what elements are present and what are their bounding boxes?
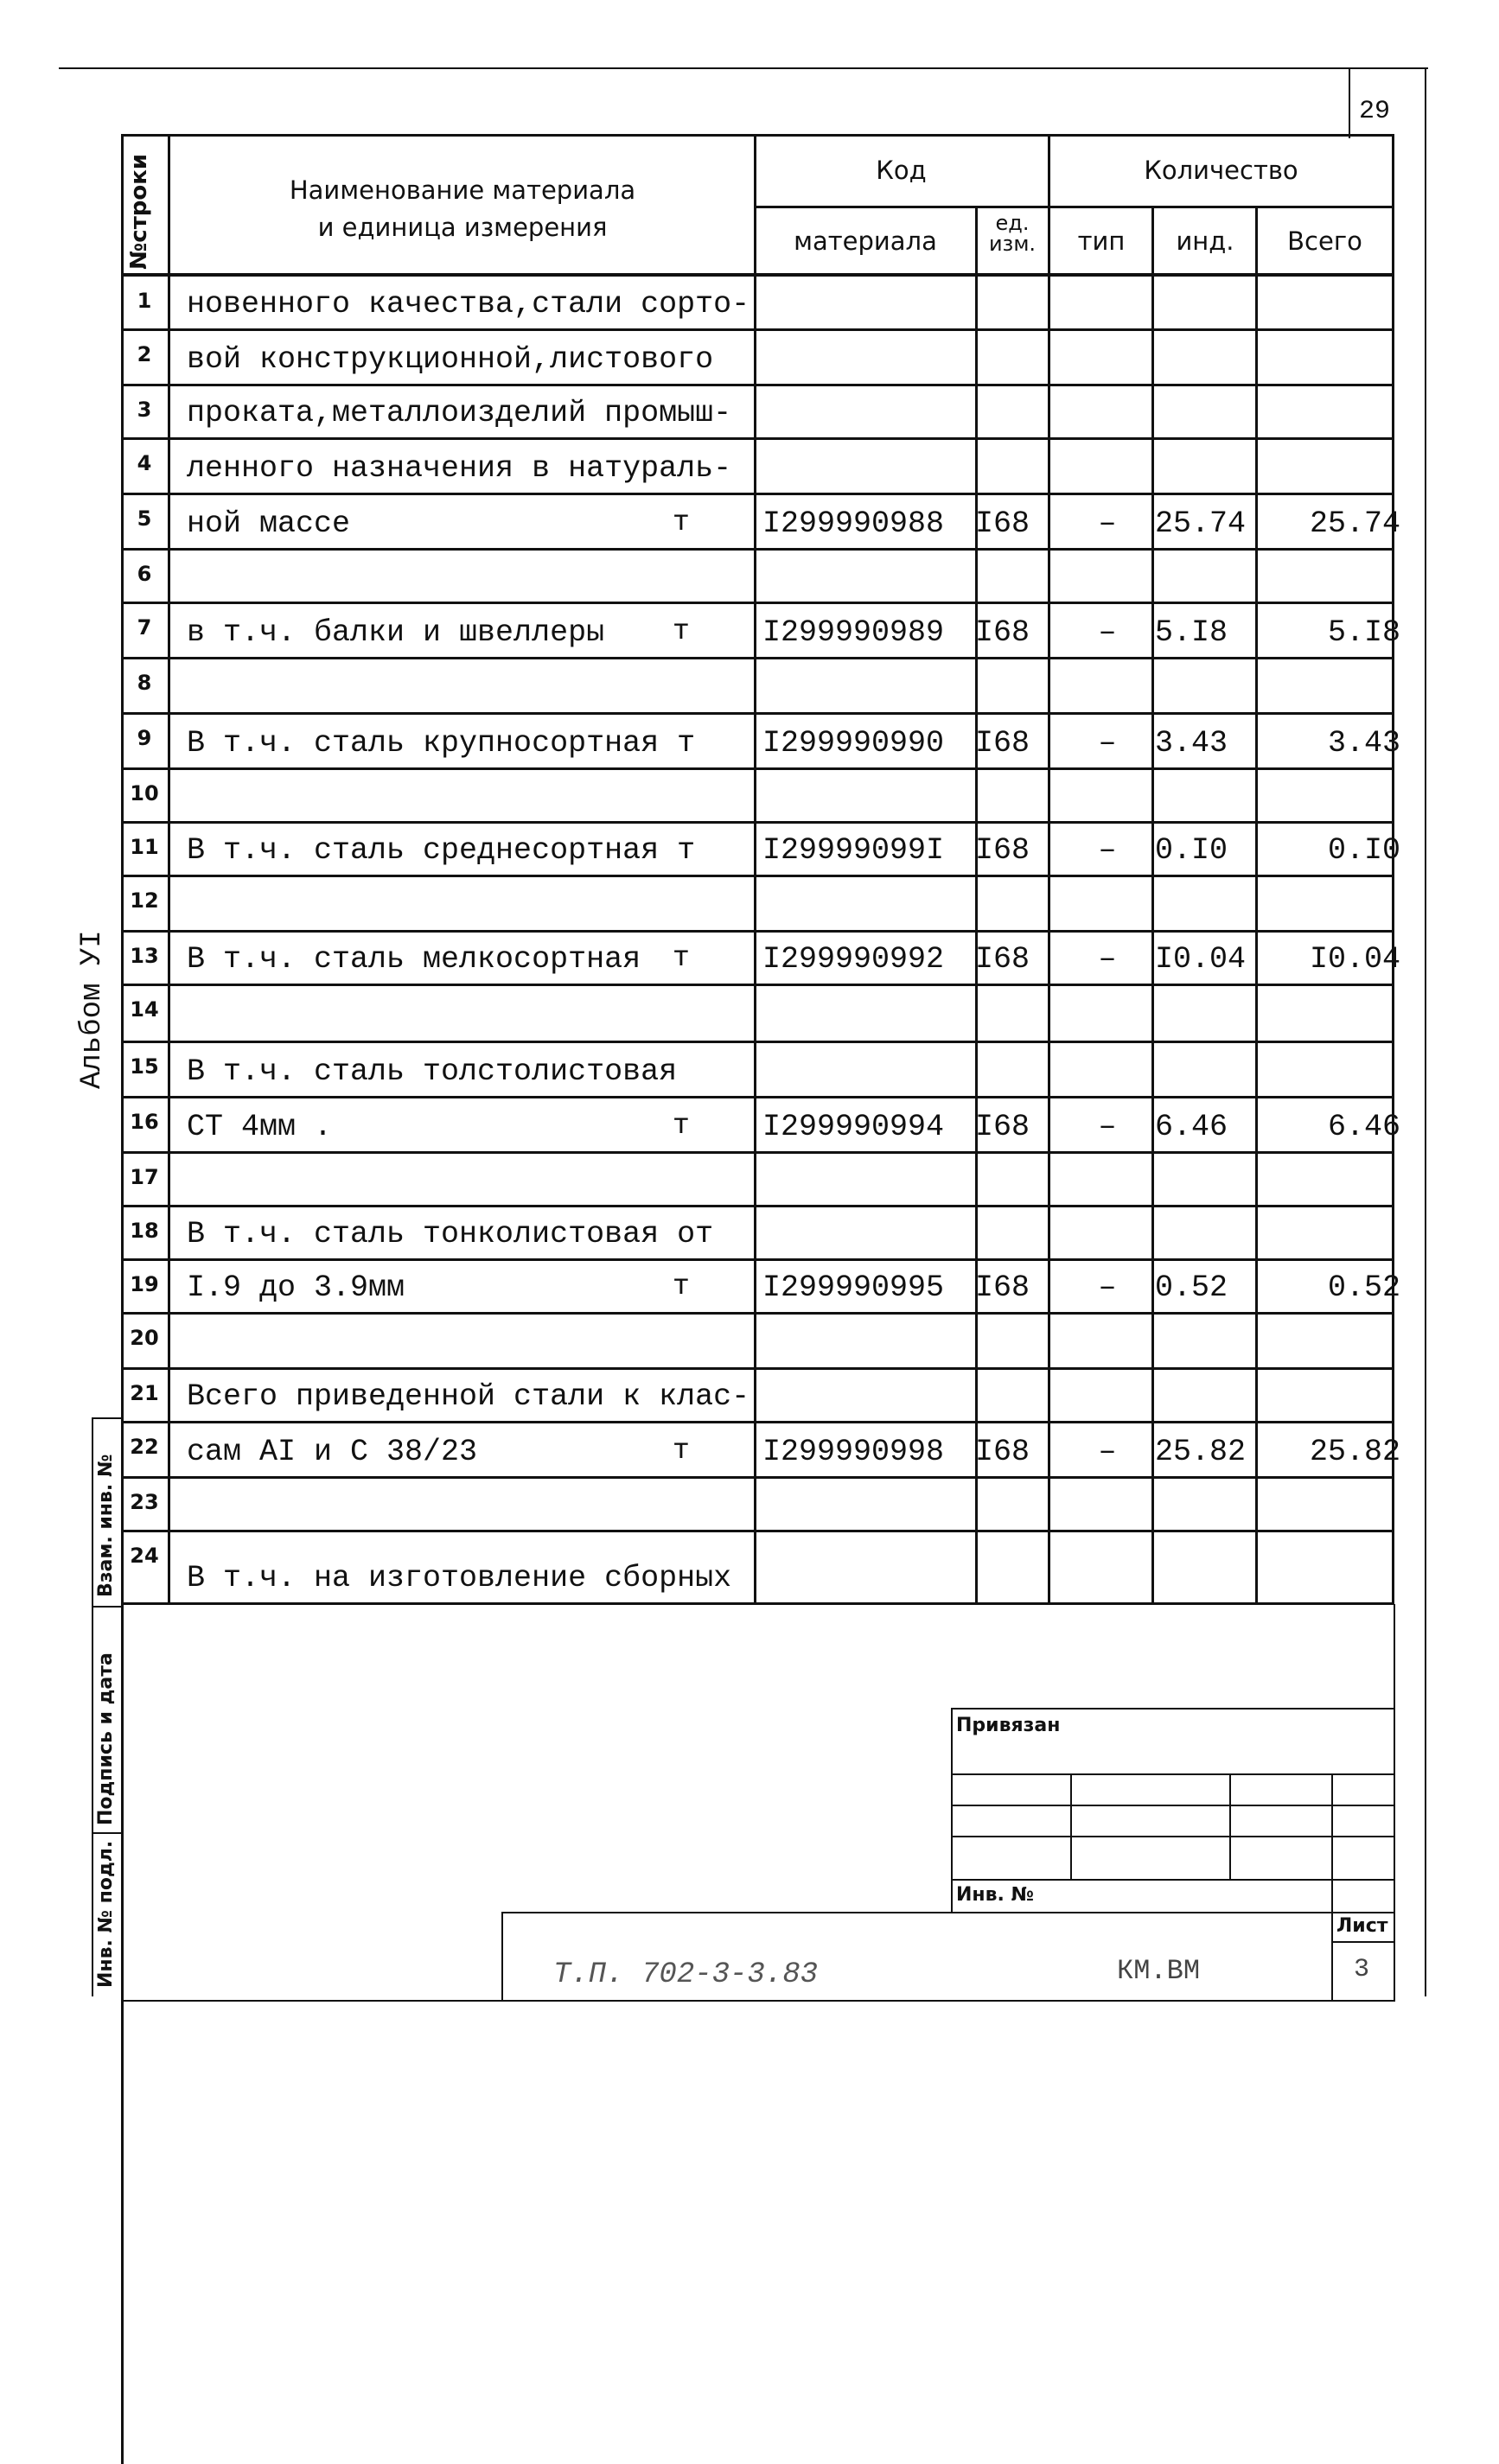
- inv-no-label: Инв. №: [956, 1884, 1035, 1906]
- inv-podl-label: Инв. № подл.: [95, 1840, 117, 1988]
- unit-code: I68: [975, 833, 1030, 868]
- row-line: [121, 1530, 1394, 1532]
- row-number: 15: [130, 1054, 159, 1079]
- qty-ind-header: инд.: [1176, 226, 1234, 256]
- material-code: I299990994: [762, 1110, 945, 1144]
- row-line: [121, 1258, 1394, 1261]
- material-name: В т.ч. на изготовление сборных: [187, 1561, 732, 1595]
- row-number: 1: [137, 289, 152, 313]
- qty-total: I0.04: [1309, 942, 1400, 977]
- unit-code: I68: [975, 1435, 1030, 1469]
- margin-sep-1: [92, 1417, 121, 1419]
- row-number: 23: [130, 1490, 159, 1514]
- qty-type: –: [1098, 1435, 1117, 1469]
- row-line: [121, 1096, 1394, 1098]
- ind-col-line: [1255, 207, 1258, 1604]
- unit-label: т: [673, 506, 690, 538]
- unit-code: I68: [975, 726, 1030, 761]
- row-line: [121, 1602, 1394, 1605]
- row-number: 6: [137, 562, 152, 586]
- material-name: В т.ч. сталь толстолистовая: [187, 1054, 678, 1089]
- title-block-top: [501, 1912, 1395, 1913]
- qty-total-header: Всего: [1287, 226, 1362, 256]
- name-col-line: [754, 134, 756, 1604]
- row-number: 5: [137, 506, 152, 531]
- qty-type: –: [1098, 1270, 1117, 1305]
- list-value: 3: [1354, 1955, 1370, 1984]
- row-number: 20: [130, 1326, 159, 1350]
- material-code: I299990990: [762, 726, 945, 761]
- qty-total: 6.46: [1327, 1110, 1400, 1144]
- row-number: 12: [130, 888, 159, 913]
- page-number: 29: [1359, 97, 1391, 126]
- code-unit-header: ед. изм.: [988, 211, 1037, 256]
- row-line: [121, 657, 1394, 659]
- material-name: проката,металлоизделий промыш-: [187, 396, 732, 430]
- material-code: I299990998: [762, 1435, 945, 1469]
- material-name: вой конструкционной,листового: [187, 342, 714, 377]
- sheet-right-edge: [1425, 69, 1426, 1996]
- row-number: 18: [130, 1219, 159, 1243]
- stamp-col-2: [1229, 1773, 1231, 1879]
- header-mid-line: [754, 206, 1394, 208]
- vzam-inv-label: Взам. инв. №: [95, 1454, 117, 1597]
- qty-ind: I0.04: [1155, 942, 1247, 977]
- unit-label: т: [673, 1110, 690, 1142]
- rownum-header: №строки: [126, 153, 152, 270]
- qty-total: 0.I0: [1327, 833, 1400, 868]
- top-border: [59, 67, 1428, 69]
- podpis-data-label: Подпись и дата: [95, 1652, 117, 1825]
- unit-label: т: [673, 942, 690, 974]
- row-line: [121, 493, 1394, 495]
- doc-mark: КМ.ВМ: [1117, 1955, 1201, 1987]
- qty-type: –: [1098, 615, 1117, 650]
- rownum-col-line: [168, 134, 170, 1604]
- material-name: В т.ч. сталь крупносортная т: [187, 726, 696, 761]
- qty-total: 5.I8: [1327, 615, 1400, 650]
- doc-code: Т.П. 702-3-3.83: [553, 1958, 819, 1991]
- code-col-line: [975, 207, 978, 1604]
- typ-col-line: [1151, 207, 1154, 1604]
- title-block-left: [501, 1912, 503, 2002]
- qty-type: –: [1098, 506, 1117, 541]
- material-name: в т.ч. балки и швеллеры: [187, 615, 605, 650]
- row-number: 13: [130, 944, 159, 968]
- material-code: I299990989: [762, 615, 945, 650]
- qty-ind: 5.I8: [1155, 615, 1228, 650]
- qty-group-header: Количество: [1144, 156, 1298, 185]
- row-number: 4: [137, 451, 152, 475]
- list-label-line: [1331, 1941, 1395, 1943]
- material-name: ленного назначения в натураль-: [187, 451, 732, 486]
- qty-type: –: [1098, 942, 1117, 977]
- row-number: 24: [130, 1544, 159, 1568]
- material-name: новенного качества,стали сорто-: [187, 287, 750, 322]
- material-name: СТ 4мм .: [187, 1110, 333, 1144]
- unit-col-line: [1048, 134, 1050, 1604]
- row-line: [121, 1312, 1394, 1315]
- material-name: В т.ч. сталь среднесортная т: [187, 833, 696, 868]
- name-header-line1: Наименование материала: [289, 175, 636, 205]
- qty-ind: 6.46: [1155, 1110, 1228, 1144]
- row-line: [121, 875, 1394, 877]
- stamp-row-2: [953, 1805, 1395, 1806]
- unit-code: I68: [975, 942, 1030, 977]
- row-number: 8: [137, 671, 152, 695]
- row-number: 16: [130, 1110, 159, 1134]
- frame-bottom: [121, 2000, 1395, 2002]
- material-name: Всего приведенной стали к клас-: [187, 1379, 750, 1414]
- qty-total: 0.52: [1327, 1270, 1400, 1305]
- row-line: [121, 1367, 1394, 1370]
- material-code: I29999099I: [762, 833, 945, 868]
- unit-label: т: [673, 615, 690, 647]
- row-number: 9: [137, 726, 152, 750]
- unit-code: I68: [975, 1110, 1030, 1144]
- qty-type: –: [1098, 833, 1117, 868]
- row-line: [121, 984, 1394, 986]
- row-line: [121, 602, 1394, 604]
- material-code: I299990988: [762, 506, 945, 541]
- stamp-col-3: [1331, 1773, 1333, 2002]
- stamp-row-1: [953, 1773, 1395, 1775]
- table-left-border: [121, 134, 124, 2464]
- qty-total: 25.74: [1309, 506, 1400, 541]
- row-line: [121, 384, 1394, 386]
- unit-code: I68: [975, 1270, 1030, 1305]
- row-number: 3: [137, 398, 152, 422]
- stamp-row-3: [953, 1836, 1395, 1837]
- qty-ind: 25.82: [1155, 1435, 1247, 1469]
- table-right-border: [1392, 134, 1394, 1604]
- qty-total: 3.43: [1327, 726, 1400, 761]
- header-bottom-line: [121, 273, 1394, 277]
- row-line: [121, 930, 1394, 933]
- unit-code: I68: [975, 615, 1030, 650]
- qty-ind: 0.52: [1155, 1270, 1228, 1305]
- qty-type: –: [1098, 1110, 1117, 1144]
- row-line: [121, 1476, 1394, 1479]
- qty-type-header: тип: [1077, 226, 1126, 256]
- stamp-col-1: [1070, 1773, 1072, 1879]
- unit-label: т: [673, 1270, 690, 1302]
- qty-type: –: [1098, 726, 1117, 761]
- album-label: Альбом УI: [76, 930, 109, 1089]
- qty-ind: 3.43: [1155, 726, 1228, 761]
- qty-total: 25.82: [1309, 1435, 1400, 1469]
- row-number: 7: [137, 615, 152, 640]
- row-number: 19: [130, 1272, 159, 1296]
- stamp-row-4: [953, 1879, 1395, 1881]
- qty-ind: 25.74: [1155, 506, 1247, 541]
- material-name: сам АI и С 38/23: [187, 1435, 478, 1469]
- qty-ind: 0.I0: [1155, 833, 1228, 868]
- name-header-line2: и единица измерения: [317, 213, 608, 242]
- material-code: I299990995: [762, 1270, 945, 1305]
- stamp-left-line: [951, 1708, 953, 1913]
- margin-line: [92, 1417, 93, 1996]
- unit-label: т: [673, 1435, 690, 1467]
- row-line: [121, 712, 1394, 715]
- row-number: 17: [130, 1165, 159, 1189]
- material-name: I.9 до 3.9мм: [187, 1270, 405, 1305]
- code-material-header: материала: [794, 226, 937, 256]
- margin-sep-3: [92, 1832, 121, 1834]
- row-line: [121, 821, 1394, 824]
- unit-code: I68: [975, 506, 1030, 541]
- material-name: ной массе: [187, 506, 351, 541]
- row-line: [121, 1041, 1394, 1043]
- privyazan-label: Привязан: [956, 1715, 1061, 1736]
- row-line: [121, 1151, 1394, 1154]
- material-name: В т.ч. сталь тонколистовая от: [187, 1217, 714, 1251]
- row-line: [121, 437, 1394, 440]
- margin-sep-2: [92, 1606, 121, 1608]
- row-number: 2: [137, 342, 152, 366]
- page-number-box-left: [1349, 69, 1350, 138]
- row-line: [121, 767, 1394, 770]
- stamp-top-line: [953, 1708, 1395, 1710]
- list-label: Лист: [1336, 1915, 1388, 1937]
- row-line: [121, 1205, 1394, 1207]
- row-number: 10: [130, 781, 159, 805]
- header-top-line: [121, 134, 1394, 137]
- code-group-header: Код: [876, 156, 927, 185]
- material-code: I299990992: [762, 942, 945, 977]
- material-name: В т.ч. сталь мелкосортная: [187, 942, 641, 977]
- row-number: 11: [130, 835, 159, 859]
- row-number: 14: [130, 997, 159, 1022]
- row-number: 22: [130, 1435, 159, 1459]
- row-line: [121, 548, 1394, 551]
- row-line: [121, 1421, 1394, 1423]
- row-number: 21: [130, 1381, 159, 1405]
- row-line: [121, 328, 1394, 331]
